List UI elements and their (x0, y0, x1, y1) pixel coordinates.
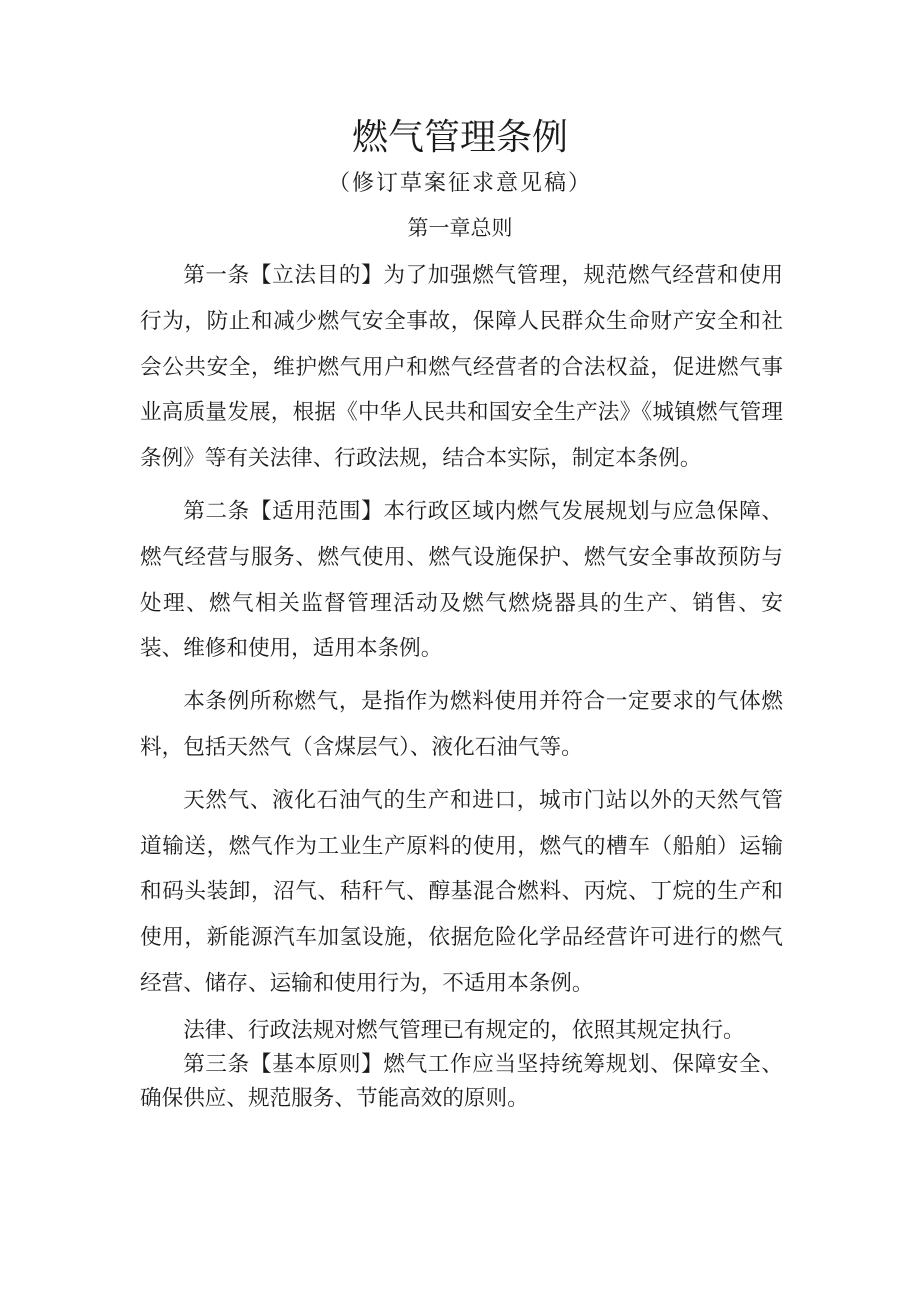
article-3-paragraph: 第三条【基本原则】燃气工作应当坚持统筹规划、保障安全、确保供应、规范服务、节能高效的原则。 (140, 1051, 783, 1111)
document-body (140, 253, 783, 1116)
article-1-paragraph: 第一条【立法目的】为了加强燃气管理，规范燃气经营和使用行为，防止和减少燃气安全事故，保障人民群众生命财产安全和社会公共安全，维护燃气用户和燃气经营者的合法权益，促进燃气事业高质量发展，根据《中华人民共和国安全生产法》《城镇燃气管理条例》等有关法律、行政法规，结合本实际，制定本条例。 (140, 263, 783, 472)
laws-precedence-paragraph: 法律、行政法规对燃气管理已有规定的，依照其规定执行。 (183, 1017, 745, 1043)
chapter-heading: 第一章总则 (407, 216, 513, 240)
article-2-paragraph: 第二条【适用范围】本行政区域内燃气发展规划与应急保障、燃气经营与服务、燃气使用、燃气设施保护、燃气安全事故预防与处理、燃气相关监督管理活动及燃气燃烧器具的生产、销售、安装、维修和使用，适用本条例。 (140, 498, 783, 662)
document-subtitle: （修订草案征求意见稿） (327, 171, 592, 196)
document-title: 燃气管理条例 (351, 117, 568, 158)
gas-definition-paragraph: 本条例所称燃气，是指作为燃料使用并符合一定要求的气体燃料，包括天然气（含煤层气）、液化石油气等。 (140, 689, 783, 760)
exclusions-paragraph: 天然气、液化石油气的生产和进口，城市门站以外的天然气管道输送，燃气作为工业生产原料的使用，燃气的槽车（船舶）运输和码头装卸，沼气、秸秆气、醇基混合燃料、丙烷、丁烷的生产和使用，新能源汽车加氢设施，依据危险化学品经营许可进行的燃气经营、储存、运输和使用行为，不适用本条例。 (140, 787, 783, 996)
